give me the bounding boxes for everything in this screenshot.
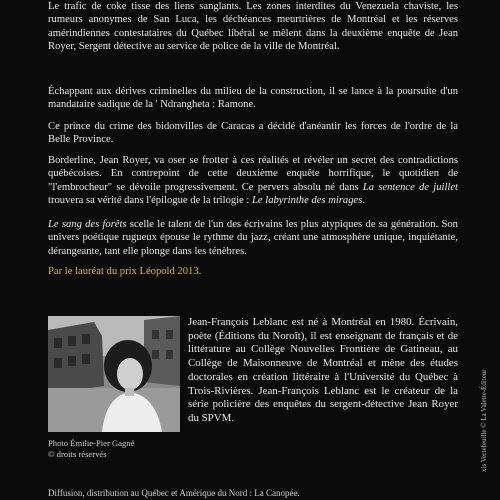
back-cover-paragraph-4 xyxy=(48,154,458,208)
vertical-credit: xis Vertefeuille © La Valette-Éditeur xyxy=(480,369,488,472)
back-cover-paragraph-1: Le trafic de coke tisse des liens sanglants. Les zones interdites du Venezuela chaviste, les rumeurs anonymes de San Luca, les déchéances meurtrières de Montréal et les réserves amérindiennes contestataires du Québec libéral se mêlent dans la deuxième enquête de Jean Royer, Sergent détective au service de police de la ville de Montréal. xyxy=(48,1,458,53)
p4-text-a: Borderline, Jean Royer, va oser se frotter à ces réalités et révéler un secret des contradictions québécoises. En contrepoint de cette deuxième enquête horrifique, le quotidien de "l'embrocheur" se dévoile progressivement. Ce pervers absolu né dans xyxy=(48,155,458,193)
book-title-labyrinthe: Le labyrinthe des mirages xyxy=(252,195,363,207)
distribution-footer: Diffusion, distribution au Québec et Amérique du Nord : La Canopée. xyxy=(48,488,300,498)
author-photo xyxy=(48,316,180,432)
book-title-sang-des-forets: Le sang des forêts xyxy=(48,219,127,230)
author-photo-illustration xyxy=(48,316,180,432)
back-cover-paragraph-2: Échappant aux dérives criminelles du milieu de la construction, il se lance à la poursuite d'un mandataire sadique de la ' Ndrangheta : Ramone. xyxy=(48,86,458,111)
p4-text-c: . xyxy=(362,195,366,207)
p5-text: scelle le talent de l'un des écrivains les plus atypiques de sa génération. Son univers poétique rugueux épouse le rythme du jazz, créant une atmosphère unique, inquiétante, dérangeante, tant elle plonge dans les ténèbres. xyxy=(48,219,458,257)
back-cover-paragraph-3: Ce prince du crime des bidonvilles de Caracas a décidé d'anéantir les forces de l'ordre de la Belle Province. xyxy=(48,121,458,146)
photo-credit: Photo Émilie-Pier Gagné xyxy=(48,438,135,448)
book-title-sentence-juillet: La sentence de juillet xyxy=(362,181,458,193)
p4-text-b: trouvera sa vérité dans l'épilogue de la trilogie : xyxy=(48,195,253,207)
photo-caption xyxy=(48,438,134,460)
prize-line: Par le lauréat du prix Léopold 2013. xyxy=(48,266,202,277)
back-cover-paragraph-5 xyxy=(48,218,458,258)
photo-rights: © droits réservés xyxy=(48,449,107,459)
author-bio: Jean-François Leblanc est né à Montréal en 1980. Écrivain, poète (Éditions du Noroît), il est enseignant de français et de littérature au Collège Nouvelles Frontière de Gatineau, au Collège de Maisonneuve de Montréal et mène des études doctorales en création littéraire à l'Université du Québec à Trois-Rivières. Jean-François Leblanc est le créateur de la série policière des enquêtes du sergent-détective Jean Royer du SPVM. xyxy=(188,316,458,424)
